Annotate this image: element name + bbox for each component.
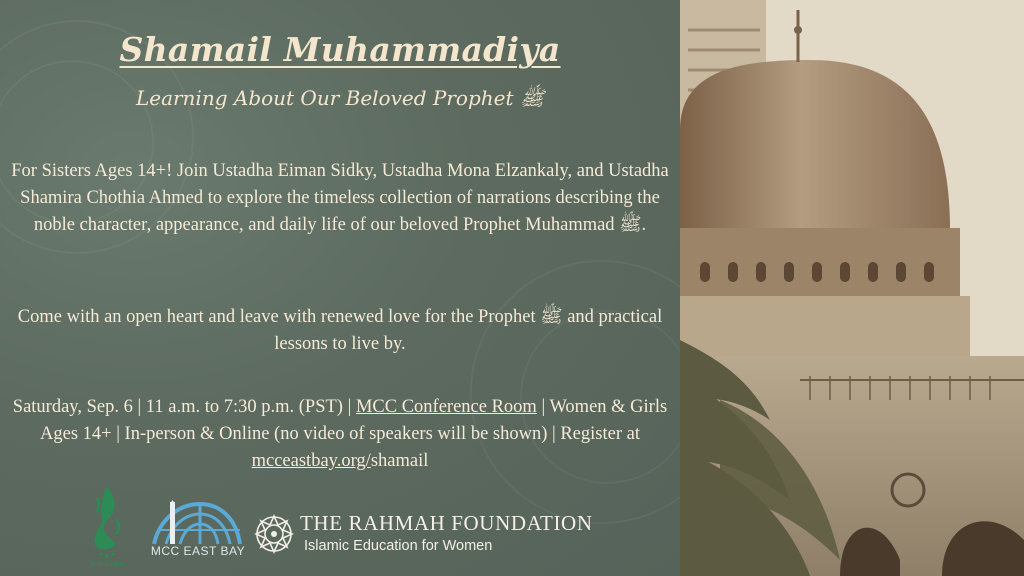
mosque-dome-photo <box>680 0 1024 576</box>
rahmah-foundation-tagline: Islamic Education for Women <box>304 538 493 554</box>
page-subtitle: Learning About Our Beloved Prophet ﷺ <box>135 86 545 110</box>
event-details <box>10 394 670 475</box>
sponsor-logos <box>0 478 680 576</box>
description-paragraph: For Sisters Ages 14+! Join Ustadha Eiman Sidky, Ustadha Mona Elzankaly, and Ustadha Shamira Chothia Ahmed to explore the timeless collection of narrations describing the noble character, appearance, and daily life of our beloved Prophet Muhammad ﷺ. <box>11 161 669 235</box>
event-date-time: Saturday, Sep. 6 | 11 a.m. to 7:30 p.m. (PST) | <box>12 397 352 417</box>
mosque-dome-illustration <box>680 0 1024 576</box>
register-link[interactable]: mcceastbay.org/ <box>251 451 371 471</box>
mcc-wordmark: MCC EAST BAY <box>150 544 246 558</box>
nurulhan-logo <box>82 480 132 570</box>
nurulhan-wordmark: NURULHAN <box>89 562 125 568</box>
rahmah-foundation-name: THE RAHMAH FOUNDATION <box>300 511 593 535</box>
event-audience: Women & Girls Ages 14+ | In-person & Online (no video of speakers will be shown) | Register at <box>40 397 668 444</box>
invitation-paragraph: Come with an open heart and leave with renewed love for the Prophet ﷺ and practical lessons to live by. <box>17 307 663 354</box>
page-title: Shamail Muhammadiya <box>119 30 561 69</box>
location-link[interactable]: MCC Conference Room <box>355 397 537 417</box>
separator: | <box>536 397 546 417</box>
mcc-globe-icon <box>150 500 244 546</box>
rahmah-emblem-icon <box>254 514 294 554</box>
register-path: shamail <box>370 451 429 471</box>
